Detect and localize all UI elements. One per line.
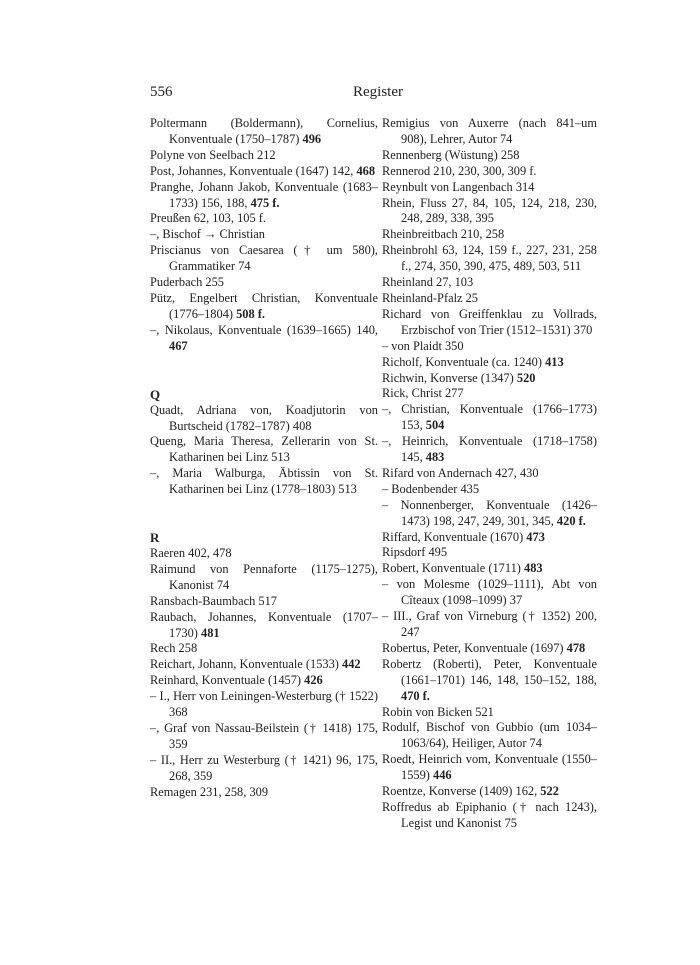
page-number: 556 [150,84,173,100]
index-entry [382,386,597,402]
entry-text: Rennerod 210, 230, 300, 309 f. [382,163,537,178]
index-column-right [382,116,597,832]
entry-text: – Bodenbender 435 [382,481,480,496]
entry-text: Richolf, Konventuale (ca. 1240) [382,354,546,369]
main-reference: 413 [545,354,564,369]
main-reference: 467 [169,338,188,353]
main-reference: 478 [566,640,586,655]
entry-text: Reichart, Johann, Konventuale (1533) [150,657,343,672]
main-reference: 470 f. [401,688,430,703]
main-reference: 420 f. [556,513,586,528]
index-entry [150,164,378,180]
index-entry [382,402,597,434]
section-gap [150,498,378,514]
index-entry [150,610,378,642]
index-entry [382,705,597,721]
index-entry [382,371,597,387]
entry-text: Remagen 231, 258, 309 [150,784,269,799]
entry-text: Remigius von Auxerre (nach 841–um 908), Lehrer, Autor 74 [382,116,597,146]
entry-text: – von Molesme (1029–1111), Abt von Cîteaux (1098–1099) 37 [382,577,597,608]
entry-text: – I., Herr von Leiningen-Westerburg († 1522) 368 [150,689,378,720]
entry-text: Rheinland 27, 103 [382,275,474,290]
index-entry [150,594,378,610]
entry-text: Polyne von Seelbach 212 [150,147,276,162]
index-entry [382,577,597,609]
index-entry [150,689,378,721]
entry-text: Rheinbreitbach 210, 258 [382,227,505,242]
entry-text: Reynbult von Langenbach 314 [382,179,535,194]
entry-text: Richwin, Konverse (1347) [382,370,517,385]
index-entry [382,720,597,752]
index-entry [150,785,378,801]
entry-text: Rick, Christ 277 [382,386,464,401]
entry-text: – II., Herr zu Westerburg († 1421) 96, 175, 268, 359 [150,752,378,783]
index-entry [382,275,597,291]
index-entry [382,530,597,546]
entry-text: Rodulf, Bischof von Gubbio (um 1034–1063/64), Heiliger, Autor 74 [382,720,597,751]
index-entry [382,466,597,482]
entry-text: Puderbach 255 [150,275,224,290]
main-reference: 508 f. [236,306,266,321]
index-entry [382,784,597,800]
entry-text: Richard von Greiffenklau zu Vollrads, Erzbischof von Trier (1512–1531) 370 [382,306,597,337]
main-reference: 483 [524,561,543,576]
main-reference: 522 [540,784,559,799]
entry-text: Reinhard, Konventuale (1457) [150,673,305,688]
entry-text: Poltermann (Boldermann), Cornelius, Konventuale (1750–1787) [150,116,378,146]
index-entry [382,657,597,705]
entry-text: Roentze, Konverse (1409) 162, [382,784,541,799]
section-gap [150,371,378,387]
index-entry [150,243,378,275]
entry-text: –, Nikolaus, Konventuale (1639–1665) 140, [150,322,378,337]
index-entry [150,562,378,594]
entry-text: Raimund von Pennaforte (1175–1275), Kanonist 74 [150,561,378,592]
section-gap [150,355,378,371]
index-entry [150,275,378,291]
index-entry [382,752,597,784]
index-entry [150,211,378,227]
index-entry [382,434,597,466]
index-entry [382,800,597,832]
running-title: Register [353,84,403,100]
index-entry [382,307,597,339]
index-entry [382,561,597,577]
entry-text: Pütz, Engelbert Christian, Konventuale (1776–1804) [150,290,378,321]
index-entry [150,116,378,148]
entry-text: –, Graf von Nassau-Beilstein († 1418) 175, 359 [150,721,378,751]
index-entry [150,227,378,243]
index-entry [150,657,378,673]
index-entry [150,323,378,355]
entry-text: Rhein, Fluss 27, 84, 105, 124, 218, 230, 248, 289, 338, 395 [382,195,597,226]
index-entry [150,546,378,562]
entry-text: Ransbach-Baumbach 517 [150,593,277,608]
entry-text: Rheinland-Pfalz 25 [382,290,479,305]
main-reference: 496 [302,131,322,146]
main-reference: 504 [425,418,445,433]
index-entry [150,291,378,323]
entry-text: Preußen 62, 103, 105 f. [150,211,266,226]
entry-text: – von Plaidt 350 [382,338,464,353]
index-column-left [150,116,378,801]
index-entry [150,466,378,498]
section-letter: R [150,530,160,546]
index-entry [150,641,378,657]
entry-text: Priscianus von Caesarea († um 580), Grammatiker 74 [150,243,378,274]
entry-text: –, Bischof → Christian [150,227,265,242]
entry-text: Rech 258 [150,641,198,656]
section-gap [150,514,378,530]
index-entry [150,721,378,753]
index-entry [382,291,597,307]
main-reference: 481 [201,625,220,640]
entry-text: –, Heinrich, Konventuale (1718–1758) 145, [382,434,597,465]
entry-text: Rheinbrohl 63, 124, 159 f., 227, 231, 258 f., 274, 350, 390, 475, 489, 503, 511 [382,243,597,274]
entry-text: Robertus, Peter, Konventuale (1697) [382,640,567,655]
index-entry [382,116,597,148]
main-reference: 442 [342,657,361,672]
entry-text: Quadt, Adriana von, Koadjutorin von Burtscheid (1782–1787) 408 [150,402,378,433]
entry-text: – III., Graf von Virneburg († 1352) 200, 247 [382,609,597,639]
index-entry [382,545,597,561]
entry-text: –, Maria Walburga, Äbtissin von St. Katharinen bei Linz (1778–1803) 513 [150,466,378,497]
index-entry [150,673,378,689]
main-reference: 483 [425,450,445,465]
index-entry [382,482,597,498]
index-entry [150,434,378,466]
entry-text: Roffredus ab Epiphanio († nach 1243), Legist und Kanonist 75 [382,799,597,830]
main-reference: 426 [304,673,323,688]
index-entry [150,148,378,164]
index-entry [382,180,597,196]
entry-text: Raubach, Johannes, Konventuale (1707–1730) [150,609,378,640]
index-entry [382,243,597,275]
entry-text: Robert, Konventuale (1711) [382,561,524,576]
entry-text: Riffard, Konventuale (1670) [382,529,527,544]
entry-text: Robin von Bicken 521 [382,704,494,719]
entry-text: Queng, Maria Theresa, Zellerarin von St. Katharinen bei Linz 513 [150,434,378,465]
entry-text: –, Christian, Konventuale (1766–1773) 153, [382,402,597,433]
index-entry [382,227,597,243]
entry-text: – Nonnenberger, Konventuale (1426–1473) 198, 247, 249, 301, 345, [382,497,597,528]
entry-text: Pranghe, Johann Jakob, Konventuale (1683–1733) 156, 188, [150,179,378,210]
entry-text: Ripsdorf 495 [382,545,448,560]
section-letter: Q [150,386,161,402]
entry-text: Post, Johannes, Konventuale (1647) 142, [150,163,357,178]
index-entry [382,355,597,371]
entry-text: Robertz (Roberti), Peter, Konventuale (1661–1701) 146, 148, 150–152, 188, [382,656,597,687]
index-entry [150,403,378,435]
main-reference: 520 [516,370,536,385]
main-reference: 446 [433,768,452,783]
entry-text: Rennenberg (Wüstung) 258 [382,147,520,162]
main-reference: 468 [356,163,376,178]
index-entry [382,196,597,228]
index-entry [382,164,597,180]
index-entry [382,641,597,657]
index-entry [382,609,597,641]
index-entry [382,148,597,164]
entry-text: Roedt, Heinrich vom, Konventuale (1550–1559) [382,752,597,783]
index-entry [382,339,597,355]
entry-text: Raeren 402, 478 [150,546,232,561]
index-entry [150,753,378,785]
index-entry [150,180,378,212]
index-entry [382,498,597,530]
entry-text: Rifard von Andernach 427, 430 [382,465,539,480]
main-reference: 475 f. [250,195,280,210]
main-reference: 473 [526,529,545,544]
